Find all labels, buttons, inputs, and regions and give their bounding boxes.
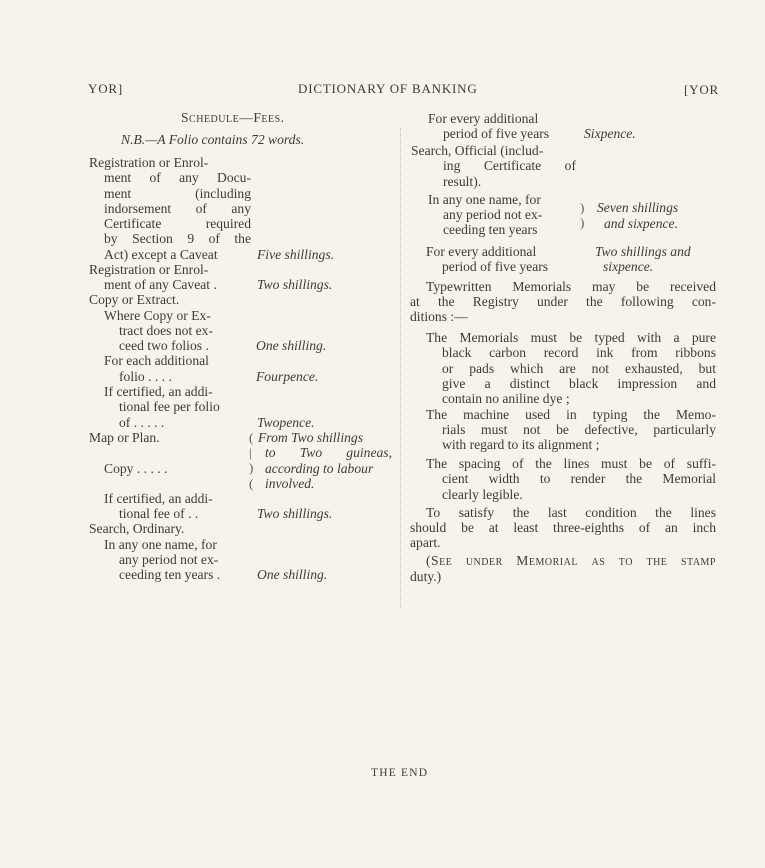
- brace: ) ): [580, 200, 585, 231]
- folio-note: N.B.—A Folio contains 72 words.: [121, 132, 305, 147]
- caveat-fee: Two shillings.: [257, 277, 333, 292]
- registration-fee: Five shillings.: [257, 247, 335, 262]
- the-end: THE END: [371, 767, 429, 779]
- header-right: [YOR: [684, 82, 719, 97]
- header-left: YOR]: [88, 81, 123, 96]
- schedule-title: Schedule—Fees.: [181, 110, 285, 125]
- header-title: DICTIONARY OF BANKING: [298, 81, 478, 96]
- column-divider: [400, 128, 401, 608]
- brace: ( | ) (: [249, 430, 254, 491]
- copy-extract-heading: Copy or Extract.: [89, 292, 180, 307]
- search-ordinary-heading: Search, Ordinary.: [89, 521, 185, 536]
